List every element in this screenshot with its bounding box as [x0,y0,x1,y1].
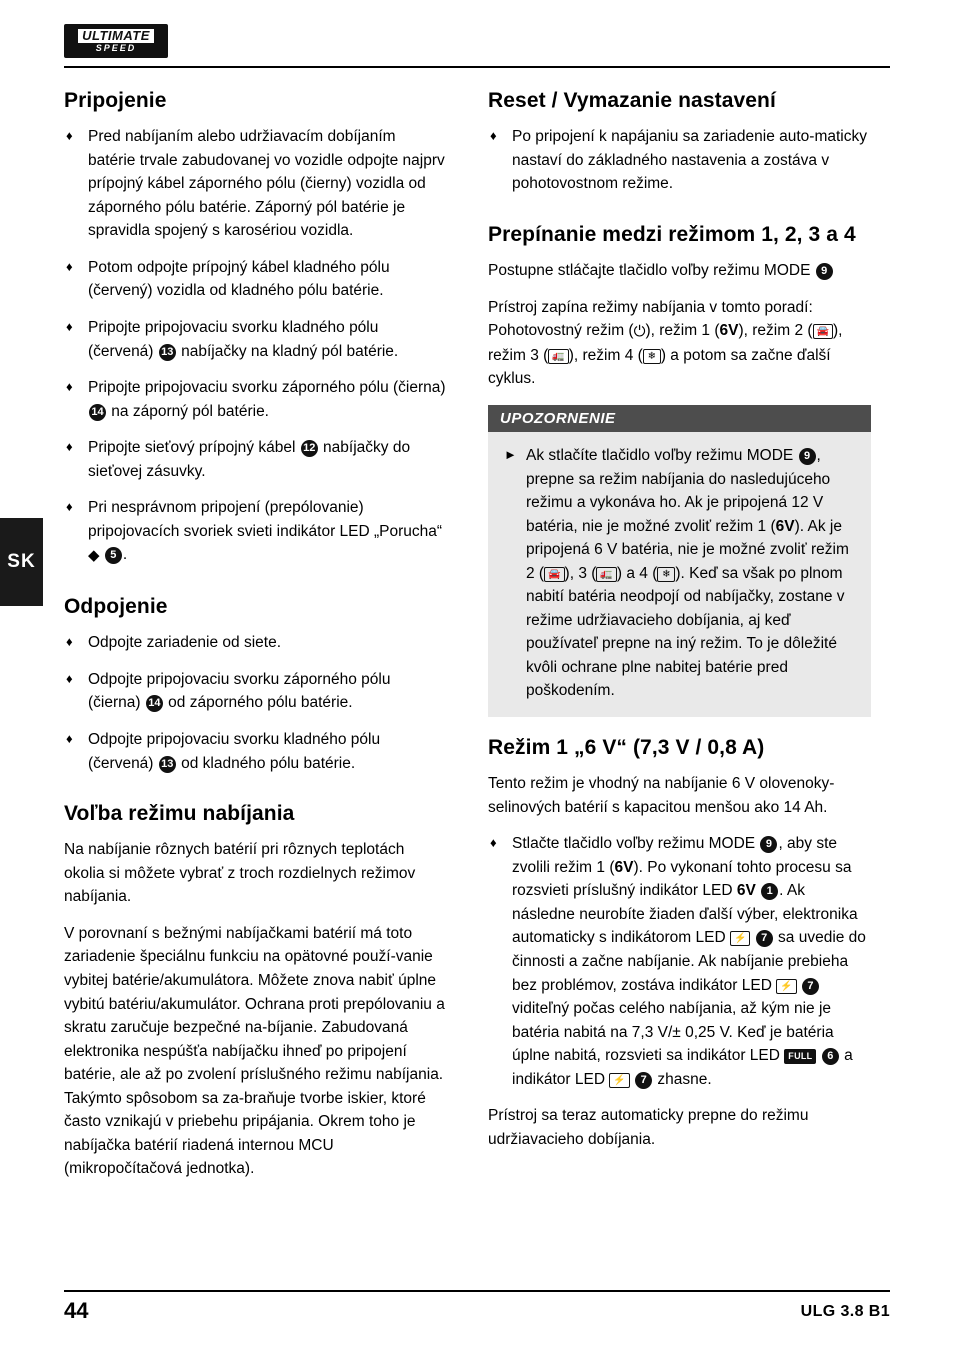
heading-reset: Reset / Vymazanie nastavení [488,89,776,112]
reset-list [488,125,871,196]
diamond-bullet-icon: ♦ [490,835,497,851]
list-item [64,316,447,363]
diamond-bullet-icon: ♦ [66,379,73,395]
car-icon: 🚘 [813,324,833,339]
connect-list [64,125,447,568]
mode1-voltage: 6V [614,858,634,876]
callout-7: 7 [756,930,773,947]
truck-icon: 🚛 [548,349,568,364]
heading-mode-select: Voľba režimu nabíjania [64,802,295,826]
switch-modes-line-2 [488,296,871,391]
right-column [488,88,871,1164]
callout-13: 13 [159,756,176,773]
diamond-bullet-icon: ♦ [66,731,73,747]
mode3-label: režim 3 ( [488,346,549,364]
charging-battery-icon: ⚡ [776,979,796,994]
callout-9: 9 [760,836,777,853]
mode2-tail: ), [833,322,843,340]
notice-text: Ak stlačíte tlačidlo voľby režimu MODE 9 , prepne sa režim nabíjania do nasledujúceho režimu a vykonáva ho. Ak je pripojená 12 V batéria, nie je možné zvoliť režim 1 (6V). Ak je pripojená 6 V batéria, nie je možné zvoliť režim 2 ( 🚘 ), 3 ( 🚛 ) a 4 ( ❄ ). Keď sa však po plnom nabití batéria neodpojí od nabíjačky, zostane v režime udržiavacieho dobíjania, aj keď používateľ prepne na iný režim. To je dôležité kvôli ochrane plne nabitej batérie pred poškodením. [526,447,849,700]
language-tab-label: SK [7,551,36,572]
callout-12: 12 [301,440,318,457]
callout-9: 9 [816,263,833,280]
mode1-voltage: 6V [775,517,795,535]
left-column [64,88,447,1194]
callout-7: 7 [635,1072,652,1089]
snowflake-icon: ❄ [643,349,661,364]
footer-divider [64,1290,890,1292]
callout-6: 6 [822,1048,839,1065]
disconnect-list [64,631,447,775]
callout-5: 5 [105,547,122,564]
truck-icon: 🚛 [596,567,616,582]
notice-box [488,405,871,717]
mode4-label: ), režim 4 ( [568,346,643,364]
notice-list [502,444,857,703]
diamond-bullet-icon: ♦ [66,634,73,650]
list-item [64,125,447,243]
brand-logo [64,24,168,58]
list-item [64,436,447,483]
list-item [64,256,447,303]
charging-battery-icon: ⚡ [609,1073,629,1088]
list-item-text: Pripojte pripojovaciu svorku záporného pólu (čierna) 14 na záporný pól batérie. [88,379,446,420]
switch-modes-line-1-text: Postupne stláčajte tlačidlo voľby režimu MODE [488,262,811,280]
list-item-text: Pred nabíjaním alebo udržiavacím dobíjaním batérie trvale zabudovanej vo vozidle odpojte najprv prípojný kábel záporného pólu (čierny) vozidla od záporného pólu batérie. Záporný pól batérie je spravidla spojený s karosériou vozidla. [88,128,445,240]
arrow-bullet-icon: ► [504,447,517,462]
mode-1-text: Stlačte tlačidlo voľby režimu MODE 9 , aby ste zvolili režim 1 (6V). Po vykonaní tohto procesu sa rozsvieti príslušný indikátor LED 6V 1 . Ak následne neurobíte žiaden ďalší výber, elektronika automaticky s indikátorom LED ⚡ 7 sa uvedie do činnosti a začne nabíjanie. Ak nabíjanie prebieha bez problémov, zostáva indikátor LED ⚡ 7 viditeľný počas celého nabíjania, až kým nie je batéria nabitá na 7,3 V/± 0,25 V. Keď je batéria úplne nabitá, rozsvieti sa indikátor LED FULL 6 a indikátor LED ⚡ 7 zhasne. [512,835,866,1088]
diamond-bullet-icon: ♦ [66,670,73,686]
list-item [502,444,857,703]
list-item [64,668,447,715]
brand-logo-line1: ULTIMATE [78,29,154,43]
notice-title: UPOZORNENIE [488,405,871,432]
mode1-voltage: 6V [719,322,739,340]
diamond-bullet-icon: ♦ [490,128,497,144]
language-tab [0,518,43,606]
mode-1-list [488,832,871,1091]
callout-13: 13 [159,344,176,361]
list-item [488,125,871,196]
cycle-end: cyklus. [488,370,536,388]
header-divider [64,66,890,68]
diamond-bullet-icon: ♦ [66,128,73,144]
callout-1: 1 [761,883,778,900]
list-item-text: Pri nesprávnom pripojení (prepólovanie) pripojovacích svoriek svieti indikátor LED „Porucha“ ◆ 5 . [88,499,443,565]
brand-logo-line2: SPEED [95,42,137,53]
list-item-text: Potom odpojte prípojný kábel kladného pólu (červený) vozidla od kladného pólu batérie. [88,258,390,300]
list-item [64,631,447,655]
heading-connect: Pripojenie [64,89,167,112]
mode1-label: ), režim 1 ( [645,322,720,340]
callout-14: 14 [146,695,163,712]
list-item [64,728,447,775]
heading-disconnect: Odpojenie [64,595,168,619]
page-number: 44 [64,1298,89,1323]
callout-9: 9 [799,448,816,465]
mode-select-paragraph-1: Na nabíjanie rôznych batérií pri rôznych teplotách okolia si môžete vybrať z troch rozdielnych režimov nabíjania. [64,841,416,906]
list-item-text: Odpojte pripojovaciu svorku záporného pólu (čierna) 14 od záporného pólu batérie. [88,670,391,712]
fault-led-icon: ◆ [88,547,100,565]
list-item [488,832,871,1091]
power-icon: ⏻ [633,323,646,341]
list-item [64,376,447,423]
car-icon: 🚘 [544,567,564,582]
diamond-bullet-icon: ♦ [66,258,73,274]
heading-mode-1: Režim 1 „6 V“ (7,3 V / 0,8 A) [488,736,765,760]
callout-14: 14 [89,404,106,421]
mode1-voltage: 6V [736,882,756,900]
full-battery-icon: FULL [784,1049,816,1064]
switch-modes-line-1 [488,259,871,283]
list-item-text: Po pripojení k napájaniu sa zariadenie auto-maticky nastaví do základného nastavenia a zostáva v pohotovostnom režime. [512,128,867,193]
mode-1-intro: Tento režim je vhodný na nabíjanie 6 V olovenoky-selinových batérií s kapacitou menšou ako 14 Ah. [488,775,835,816]
callout-7: 7 [802,978,819,995]
diamond-bullet-icon: ♦ [66,499,73,515]
mode2-label: ), režim 2 ( [738,322,813,340]
mode-select-paragraph-2: V porovnaní s bežnými nabíjačkami batérií má toto zariadenie špeciálnu funkciu na opätovné použí-vanie vybitej batérie/akumulátora. Môžete znova nabiť úplne vybitú batériu/akumulátor. Ochrana proti prepólovaniu a skratu zaručuje bezpečné na-bíjanie. Zabudovaná elektronika nespúšťa nabíjačku ihneď po pripojení batérie, ale až po zvolení príslušného režimu nabíjania. Takýmto spôsobom sa za-braňuje tvorbe iskier, ktoré často vznikajú v priebehu pripájania. Okrem toho je nabíjačka batérií riadená internou MCU (mikropočítačová jednotka). [64,924,445,1178]
cycle-tail: ) a potom sa začne ďalší [660,346,831,364]
diamond-bullet-icon: ♦ [66,319,73,335]
list-item-text: Odpojte zariadenie od siete. [88,634,282,652]
switch-modes-order-intro: Prístroj zapína režimy nabíjania v tomto poradí: [488,298,813,316]
charging-battery-icon: ⚡ [730,931,750,946]
notice-body [488,432,871,717]
list-item-text: Pripojte pripojovaciu svorku kladného pólu (červená) 13 nabíjačky na kladný pól batérie. [88,319,399,360]
list-item-text: Pripojte sieťový prípojný kábel 12 nabíjačky do sieťovej zásuvky. [88,439,411,480]
list-item-text: Odpojte pripojovaciu svorku kladného pólu (červená) 13 od kladného pólu batérie. [88,731,381,772]
document-id: ULG 3.8 B1 [800,1303,890,1320]
list-item [64,496,447,568]
heading-switch-modes: Prepínanie medzi režimom 1, 2, 3 a 4 [488,222,856,246]
diamond-bullet-icon: ♦ [66,439,73,455]
standby-label: Pohotovostný režim ( [488,322,634,340]
snowflake-icon: ❄ [657,567,675,582]
mode-1-tail: Prístroj sa teraz automaticky prepne do režimu udržiavacieho dobíjania. [488,1107,809,1148]
